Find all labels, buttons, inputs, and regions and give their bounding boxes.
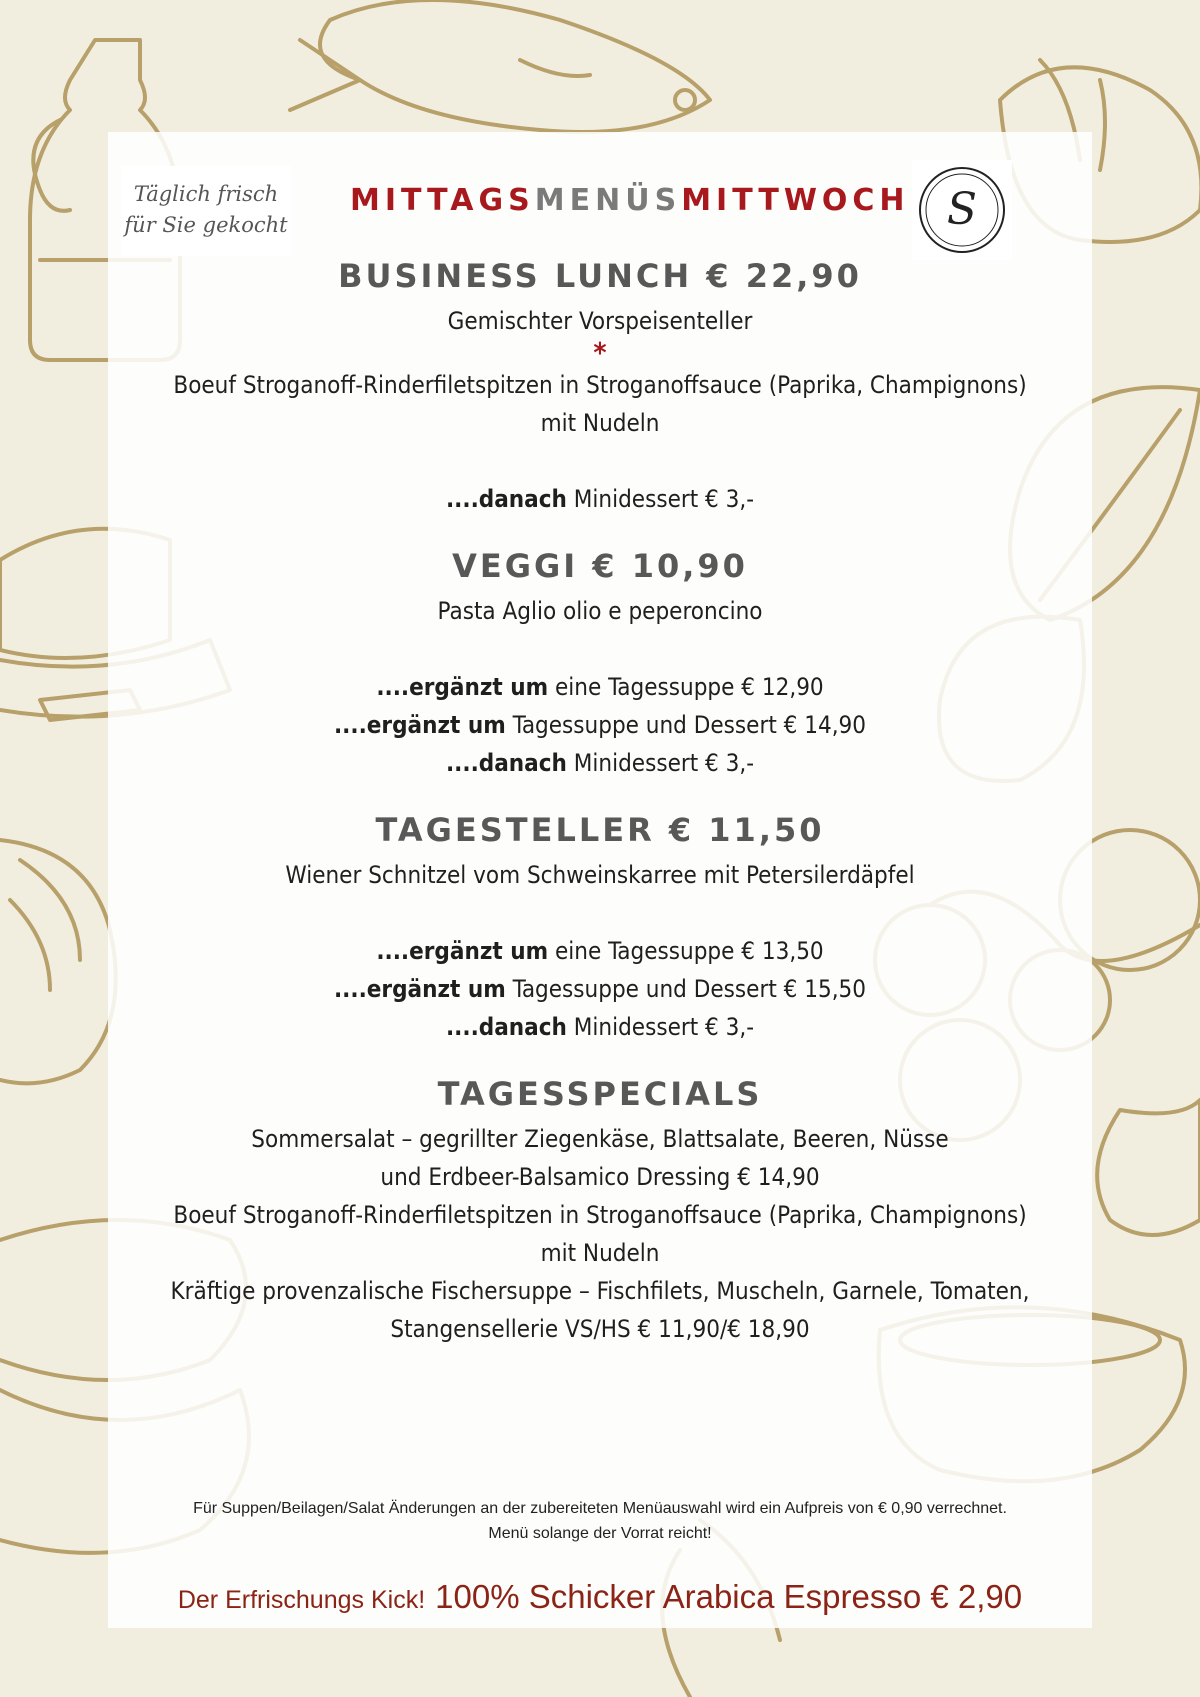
title-part-2: MENÜS: [534, 183, 682, 218]
title-part-1: MITTAGS: [350, 183, 535, 218]
shrimp-sketch: [0, 840, 116, 1083]
daily-fresh-note: [121, 166, 291, 256]
business-dessert-bold: ....danach: [445, 485, 567, 513]
specials-line: Sommersalat – gegrillter Ziegenkäse, Blattsalate, Beeren, Nüsse: [251, 1125, 949, 1153]
fish-sketch: [290, 0, 710, 132]
promo-offer: 100% Schicker Arabica Espresso € 2,90: [435, 1578, 1023, 1615]
surcharge-note: [108, 1496, 1092, 1546]
tagesteller-option-2-bold: ....ergänzt um: [333, 975, 506, 1003]
business-starter: Gemischter Vorspeisenteller: [447, 307, 753, 335]
logo-letter: S: [946, 184, 978, 235]
veggi-option-2-text: Tagessuppe und Dessert € 14,90: [505, 711, 867, 739]
tagesteller-option-2-text: Tagessuppe und Dessert € 15,50: [505, 975, 867, 1003]
schicker-logo: [912, 160, 1012, 260]
tagesteller-option-1: [108, 932, 1092, 970]
tagesteller-option-3: [108, 1008, 1092, 1046]
business-main-line-1: Boeuf Stroganoff-Rinderfiletspitzen in Stroganoffsauce (Paprika, Champignons): [173, 371, 1027, 399]
note-line-1: Täglich frisch: [133, 182, 279, 206]
veggi-option-2: [108, 706, 1092, 744]
page-title: [350, 183, 910, 218]
business-lunch-heading: BUSINESS LUNCH € 22,90: [338, 257, 862, 295]
tagesspecials-heading: TAGESSPECIALS: [437, 1075, 763, 1113]
garlic-sketch: [1097, 1100, 1200, 1235]
veggi-option-3-text: Minidessert € 3,-: [566, 749, 755, 777]
specials-line: Boeuf Stroganoff-Rinderfiletspitzen in Stroganoffsauce (Paprika, Champignons): [173, 1201, 1027, 1229]
veggi-option-1-text: eine Tagessuppe € 12,90: [548, 673, 824, 701]
veggi-option-2-bold: ....ergänzt um: [333, 711, 506, 739]
promo-tagline: Der Erfrischungs Kick!: [177, 1586, 426, 1614]
veggi-heading: VEGGI € 10,90: [452, 547, 748, 585]
veggi-option-1-bold: ....ergänzt um: [376, 673, 549, 701]
veggi-option-3-bold: ....danach: [445, 749, 567, 777]
business-dessert-text: Minidessert € 3,-: [566, 485, 755, 513]
tagesteller-heading: TAGESTELLER € 11,50: [375, 811, 825, 849]
tagesteller-dish: Wiener Schnitzel vom Schweinskarree mit Petersilerdäpfel: [285, 861, 915, 889]
business-main-line-2: mit Nudeln: [540, 409, 660, 437]
tagesteller-option-1-bold: ....ergänzt um: [376, 937, 549, 965]
specials-line: und Erdbeer-Balsamico Dressing € 14,90: [380, 1163, 820, 1191]
tagesteller-option-3-bold: ....danach: [445, 1013, 567, 1041]
tagesteller-option-2: [108, 970, 1092, 1008]
menu-content: [108, 250, 1092, 1348]
veggi-dish: Pasta Aglio olio e peperoncino: [437, 597, 763, 625]
title-part-3: MITTWOCH: [681, 183, 910, 218]
specials-line: Stangensellerie VS/HS € 11,90/€ 18,90: [390, 1315, 810, 1343]
espresso-promo: [108, 1578, 1092, 1616]
veggi-option-1: [108, 668, 1092, 706]
tagesteller-option-3-text: Minidessert € 3,-: [566, 1013, 755, 1041]
specials-line: mit Nudeln: [540, 1239, 660, 1267]
note-line-2: für Sie gekocht: [124, 213, 288, 237]
business-dessert: [108, 480, 1092, 518]
specials-line: Kräftige provenzalische Fischersuppe – Fischfilets, Muscheln, Garnele, Tomaten,: [170, 1277, 1030, 1305]
surcharge-note-line-2: Menü solange der Vorrat reicht!: [488, 1525, 712, 1542]
surcharge-note-line-1: Für Suppen/Beilagen/Salat Änderungen an der zubereiteten Menüauswahl wird ein Aufpreis von € 0,90 verrechnet.: [193, 1500, 1007, 1517]
separator-star: *: [593, 336, 607, 369]
tagesteller-option-1-text: eine Tagessuppe € 13,50: [548, 937, 824, 965]
veggi-option-3: [108, 744, 1092, 782]
